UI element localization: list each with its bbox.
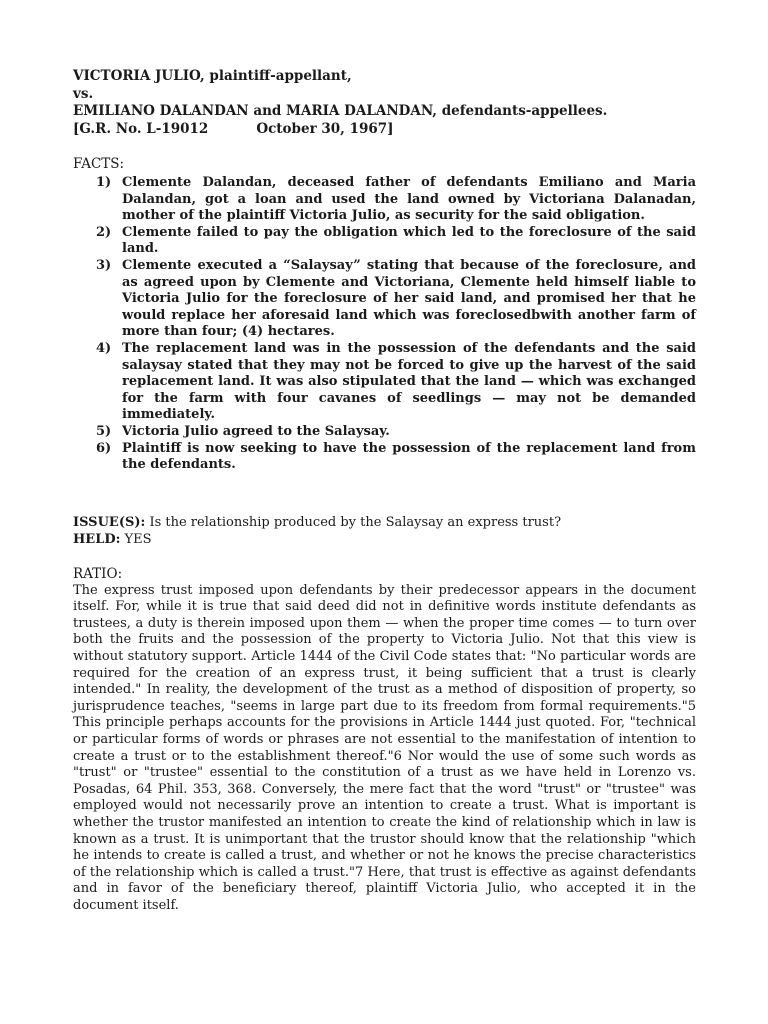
facts-heading: FACTS: bbox=[73, 156, 125, 172]
ratio-heading: RATIO: bbox=[73, 565, 123, 582]
fact-item bbox=[96, 441, 696, 474]
fact-text: Plaintiff is now seeking to have the possession of the replacement land from the defendants. bbox=[122, 440, 696, 473]
fact-text: Clemente Dalandan, deceased father of defendants Emiliano and Maria Dalandan, got a loan and used the land owned by Victoriana Dalanadan, mother of the plaintiff Victoria Julio, as security for the said obligation. bbox=[122, 175, 696, 224]
fact-text: Clemente executed a “Salaysay” stating that because of the foreclosure, and as agreed upon by Clemente and Victoriana, Clemente held himself liable to Victoria Julio for the foreclosure of her said land, and promised her that he would replace her aforesaid land which was foreclosedbwith another farm of more than four; (4) hectares. bbox=[122, 257, 696, 340]
fact-item bbox=[96, 225, 696, 258]
plaintiff-line: VICTORIA JULIO, plaintiff-appellant, bbox=[73, 68, 352, 84]
fact-text: The replacement land was in the possession of the defendants and the said salaysay stated that they may not be forced to give up the harvest of the said replacement land. It was also stipulated that the land — which was exchanged for the farm with four cavanes of seedlings — may not be demanded immediately. bbox=[122, 340, 696, 423]
held-line bbox=[73, 531, 696, 548]
defendants-line: EMILIANO DALANDAN and MARIA DALANDAN, defendants-appellees. bbox=[73, 103, 608, 119]
fact-number: 1) bbox=[96, 175, 112, 190]
fact-text: Victoria Julio agreed to the Salaysay. bbox=[122, 423, 390, 439]
case-caption bbox=[73, 68, 696, 138]
fact-item bbox=[96, 424, 696, 441]
ratio-body: The express trust imposed upon defendants by their predecessor appears in the document itself. For, while it is true that said deed did not in definitive words institute defendants as trustees, a duty is therein imposed upon them — when the proper time comes — to turn over both the fruits and the possession of the property to Victoria Julio. Not that this view is without statutory support. Article 1444 of the Civil Code states that: "No particular words are required for the creation of an express trust, it being sufficient that a trust is clearly intended." In reality, the development of the trust as a method of disposition of property, so jurisprudence teaches, "seems in large part due to its freedom from formal requirements."5 This principle perhaps accounts for the provisions in Article 1444 just quoted. For, "technical or particular forms of words or phrases are not essential to the manifestation of intention to create a trust or to the establishment thereof."6 Nor would the use of some such words as "trust" or "trustee" essential to the constitution of a trust as we have held in Lorenzo vs. Posadas, 64 Phil. 353, 368. Conversely, the mere fact that the word "trust" or "trustee" was employed would not necessarily prove an intention to create a trust. What is important is whether the trustor manifested an intention to create the kind of relationship which in law is known as a trust. It is unimportant that the trustor should know that the relationship "which he intends to create is called a trust, and whether or not he knows the precise characteristics of the relationship which is called a trust."7 Here, that trust is effective as against defendants and in favor of the beneficiary thereof, plaintiff Victoria Julio, who accepted it in the document itself. bbox=[73, 582, 696, 913]
issue-text: Is the relationship produced by the Salaysay an express trust? bbox=[145, 514, 562, 530]
facts-list bbox=[73, 175, 696, 474]
held-text: YES bbox=[120, 531, 152, 547]
issue-label: ISSUE(S): bbox=[73, 514, 146, 530]
fact-text: Clemente failed to pay the obligation which led to the foreclosure of the said land. bbox=[122, 224, 696, 257]
fact-number: 4) bbox=[96, 340, 112, 356]
fact-number: 6) bbox=[96, 440, 112, 456]
decision-date: October 30, 1967] bbox=[256, 120, 394, 137]
case-number-row bbox=[73, 121, 696, 139]
fact-number: 5) bbox=[96, 423, 112, 439]
fact-number: 2) bbox=[96, 224, 112, 240]
fact-item bbox=[96, 175, 696, 225]
held-label: HELD: bbox=[73, 531, 121, 547]
fact-number: 3) bbox=[96, 257, 112, 273]
issue-line bbox=[73, 514, 696, 531]
gr-number: [G.R. No. L-19012 bbox=[73, 120, 209, 137]
fact-item bbox=[96, 341, 696, 424]
fact-item bbox=[96, 258, 696, 341]
versus-line: vs. bbox=[73, 85, 94, 102]
